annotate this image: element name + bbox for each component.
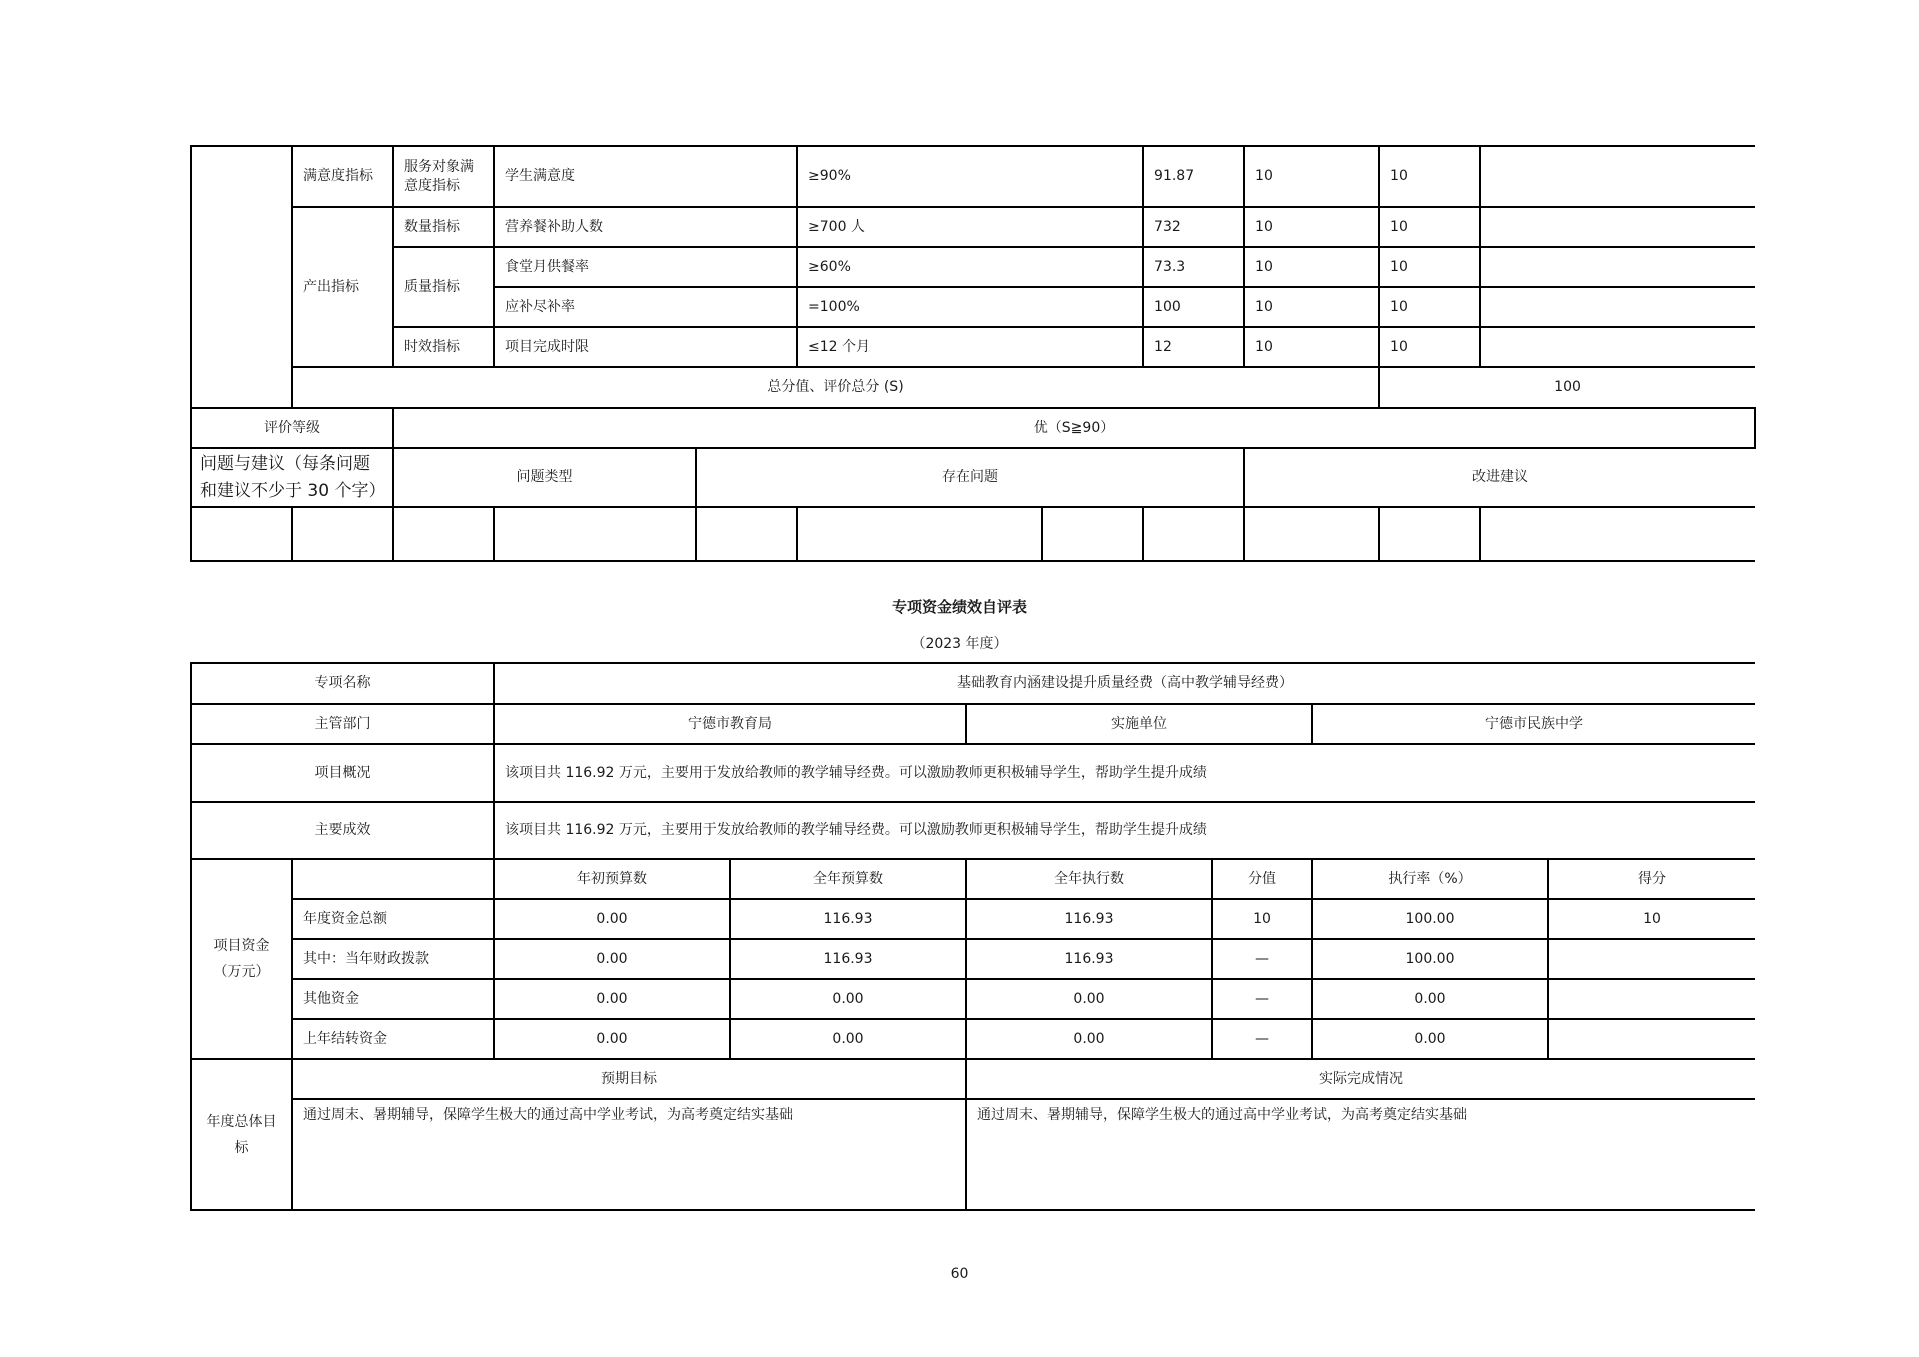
funds-header: 年初预算数 (494, 859, 730, 899)
funds-header: 全年预算数 (730, 859, 966, 899)
empty-cell (292, 859, 494, 899)
funds-cell: 0.00 (494, 899, 730, 939)
funds-cell: 0.00 (494, 979, 730, 1019)
overview-value: 该项目共 116.92 万元，主要用于发放给教师的教学辅导经费。可以激励教师更积极辅导学生，帮助学生提升成绩 (494, 744, 1755, 802)
goal-content-row (191, 1099, 1755, 1210)
funds-cell: 0.00 (494, 939, 730, 979)
grade-label: 评价等级 (191, 408, 393, 448)
funds-cell (1548, 939, 1755, 979)
funds-cell: 0.00 (966, 979, 1212, 1019)
funds-cell: 0.00 (494, 1019, 730, 1059)
indicator-subcategory: 服务对象满意度指标 (393, 146, 494, 207)
performance-indicator-table (190, 145, 1755, 562)
indicator-got: 10 (1379, 207, 1480, 247)
total-score-label: 总分值、评价总分 (S) (292, 367, 1379, 408)
funds-cell: 10 (1548, 899, 1755, 939)
empty-cell (191, 146, 292, 408)
funds-header: 得分 (1548, 859, 1755, 899)
empty-cell (797, 507, 1042, 561)
empty-cell (292, 507, 393, 561)
funds-header: 执行率（%） (1312, 859, 1548, 899)
funds-header-row (191, 859, 1755, 899)
funds-cell (1548, 979, 1755, 1019)
goal-header-row (191, 1059, 1755, 1099)
indicator-actual: 73.3 (1143, 247, 1244, 287)
funds-cell: — (1212, 939, 1312, 979)
indicator-category: 满意度指标 (292, 146, 393, 207)
table-row (191, 327, 1755, 367)
implementing-unit-value: 宁德市民族中学 (1312, 704, 1755, 744)
funds-cell: — (1212, 979, 1312, 1019)
indicator-actual: 100 (1143, 287, 1244, 327)
effect-row (191, 802, 1755, 859)
indicator-score: 10 (1244, 287, 1379, 327)
empty-cell (696, 507, 797, 561)
funds-cell: — (1212, 1019, 1312, 1059)
document-year: （2023 年度） (911, 636, 1008, 652)
funds-row (191, 1019, 1755, 1059)
department-value: 宁德市教育局 (494, 704, 966, 744)
indicator-subcategory: 时效指标 (393, 327, 494, 367)
issues-problem-header: 存在问题 (696, 448, 1244, 507)
indicator-target: ≥700 人 (797, 207, 1143, 247)
funds-cell: 100.00 (1312, 899, 1548, 939)
empty-cell (191, 507, 292, 561)
indicator-actual: 91.87 (1143, 146, 1244, 207)
empty-cell (1480, 146, 1755, 207)
table-row (191, 247, 1755, 287)
table-row (191, 146, 1755, 207)
empty-cell (1480, 207, 1755, 247)
funds-cell (1548, 1019, 1755, 1059)
funds-cell: 116.93 (966, 939, 1212, 979)
indicator-got: 10 (1379, 247, 1480, 287)
department-row (191, 704, 1755, 744)
document-title: 专项资金绩效自评表 (891, 598, 1027, 616)
funds-cell: 0.00 (1312, 1019, 1548, 1059)
empty-cell (393, 507, 494, 561)
table-row (191, 207, 1755, 247)
implementing-unit-label: 实施单位 (966, 704, 1312, 744)
indicator-name: 食堂月供餐率 (494, 247, 797, 287)
actual-completion-header: 实际完成情况 (966, 1059, 1755, 1099)
empty-cell (1143, 507, 1244, 561)
indicator-subcategory: 数量指标 (393, 207, 494, 247)
empty-cell (1379, 507, 1480, 561)
empty-cell (1244, 507, 1379, 561)
indicator-got: 10 (1379, 287, 1480, 327)
funds-row-label: 年度资金总额 (292, 899, 494, 939)
total-row (191, 367, 1755, 408)
empty-cell (1042, 507, 1143, 561)
overview-label: 项目概况 (191, 744, 494, 802)
department-label: 主管部门 (191, 704, 494, 744)
indicator-score: 10 (1244, 327, 1379, 367)
effect-value: 该项目共 116.92 万元，主要用于发放给教师的教学辅导经费。可以激励教师更积极辅导学生，帮助学生提升成绩 (494, 802, 1755, 859)
grade-value: 优（S≧90） (393, 408, 1755, 448)
funds-row-label: 其他资金 (292, 979, 494, 1019)
issues-suggestion-header: 改进建议 (1244, 448, 1755, 507)
empty-cell (1480, 507, 1755, 561)
page-number: 60 (950, 1266, 969, 1282)
indicator-target: ≥90% (797, 146, 1143, 207)
funds-row (191, 899, 1755, 939)
funds-header: 分值 (1212, 859, 1312, 899)
funds-cell: 100.00 (1312, 939, 1548, 979)
funds-cell: 0.00 (730, 979, 966, 1019)
funds-row (191, 979, 1755, 1019)
indicator-score: 10 (1244, 207, 1379, 247)
indicator-score: 10 (1244, 247, 1379, 287)
funds-row-label: 上年结转资金 (292, 1019, 494, 1059)
funds-row (191, 939, 1755, 979)
indicator-name: 应补尽补率 (494, 287, 797, 327)
grade-row (191, 408, 1755, 448)
issues-type-header: 问题类型 (393, 448, 696, 507)
indicator-target: ≥60% (797, 247, 1143, 287)
empty-cell (1480, 327, 1755, 367)
empty-cell (1480, 287, 1755, 327)
project-name-row (191, 663, 1755, 704)
indicator-got: 10 (1379, 327, 1480, 367)
funds-cell: 116.93 (966, 899, 1212, 939)
special-fund-table (190, 662, 1755, 1211)
indicator-target: ≤12 个月 (797, 327, 1143, 367)
indicator-actual: 12 (1143, 327, 1244, 367)
expected-goal-text: 通过周末、暑期辅导，保障学生极大的通过高中学业考试，为高考奠定结实基础 (292, 1099, 966, 1210)
project-name-value: 基础教育内涵建设提升质量经费（高中教学辅导经费） (494, 663, 1755, 704)
indicator-name: 学生满意度 (494, 146, 797, 207)
actual-completion-text: 通过周末、暑期辅导，保障学生极大的通过高中学业考试，为高考奠定结实基础 (966, 1099, 1755, 1210)
empty-cell (1480, 247, 1755, 287)
total-score-value: 100 (1379, 367, 1755, 408)
effect-label: 主要成效 (191, 802, 494, 859)
indicator-actual: 732 (1143, 207, 1244, 247)
issues-header-row (191, 448, 1755, 507)
funds-cell: 0.00 (1312, 979, 1548, 1019)
indicator-name: 项目完成时限 (494, 327, 797, 367)
funds-row-label: 其中：当年财政拨款 (292, 939, 494, 979)
project-name-label: 专项名称 (191, 663, 494, 704)
funds-cell: 116.93 (730, 899, 966, 939)
indicator-got: 10 (1379, 146, 1480, 207)
overview-row (191, 744, 1755, 802)
indicator-name: 营养餐补助人数 (494, 207, 797, 247)
funds-cell: 0.00 (730, 1019, 966, 1059)
indicator-subcategory: 质量指标 (393, 247, 494, 327)
indicator-category: 产出指标 (292, 207, 393, 367)
funds-cell: 116.93 (730, 939, 966, 979)
annual-goal-label: 年度总体目标 (191, 1059, 292, 1210)
expected-goal-header: 预期目标 (292, 1059, 966, 1099)
funds-cell: 0.00 (966, 1019, 1212, 1059)
indicator-target: =100% (797, 287, 1143, 327)
funds-cell: 10 (1212, 899, 1312, 939)
funds-label: 项目资金（万元） (191, 859, 292, 1059)
funds-header: 全年执行数 (966, 859, 1212, 899)
issues-label: 问题与建议（每条问题和建议不少于 30 个字） (191, 448, 393, 507)
indicator-score: 10 (1244, 146, 1379, 207)
empty-cell (494, 507, 696, 561)
issues-empty-row (191, 507, 1755, 561)
